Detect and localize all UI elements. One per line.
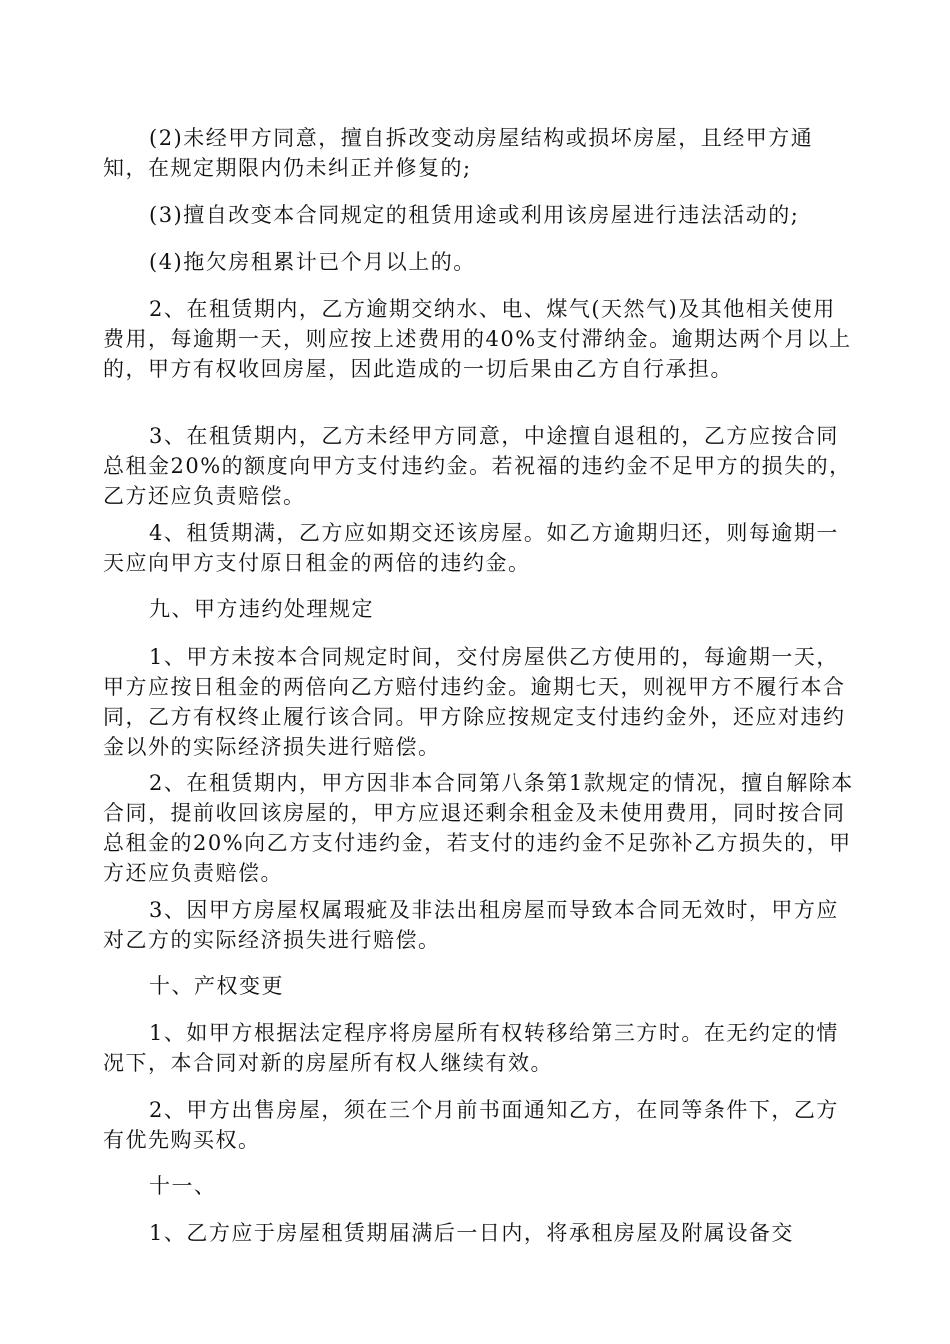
- section-11-heading: 十一、: [149, 1174, 217, 1198]
- clause-8-3: 3、在租赁期内，乙方未经甲方同意，中途擅自退租的，乙方应按合同总租金20%的额度向甲方支付违约金。若祝福的违约金不足甲方的损失的，乙方还应负责赔偿。: [103, 424, 852, 508]
- clause-11-1: 1、乙方应于房屋租赁期届满后一日内，将承租房屋及附属设备交: [149, 1221, 794, 1245]
- clause-9-1: 1、甲方未按本合同规定时间，交付房屋供乙方使用的，每逾期一天，甲方应按日租金的两倍向乙方赔付违约金。逾期七天，则视甲方不履行本合同，乙方有权终止履行该合同。甲方除应按规定支付违约金外，还应对违约金以外的实际经济损失进行赔偿。: [103, 645, 846, 759]
- section-9-heading: 九、甲方违约处理规定: [149, 597, 374, 621]
- clause-10-1: 1、如甲方根据法定程序将房屋所有权转移给第三方时。在无约定的情况下，本合同对新的房屋所有权人继续有效。: [103, 1021, 839, 1075]
- clause-8-4: 4、租赁期满，乙方应如期交还该房屋。如乙方逾期归还，则每逾期一天应向甲方支付原日租金的两倍的违约金。: [103, 521, 839, 575]
- section-10-heading: 十、产权变更: [149, 974, 284, 998]
- clause-8-2: 2、在租赁期内，乙方逾期交纳水、电、煤气(天然气)及其他相关使用费用，每逾期一天，则应按上述费用的40%支付滞纳金。逾期达两个月以上的，甲方有权收回房屋，因此造成的一切后果由乙方自行承担。: [103, 297, 852, 381]
- clause-8-1-item-3: (3)擅自改变本合同规定的租赁用途或利用该房屋进行违法活动的;: [149, 203, 800, 227]
- clause-8-1-item-4: (4)拖欠房租累计已个月以上的。: [149, 250, 476, 274]
- clause-9-3: 3、因甲方房屋权属瑕疵及非法出租房屋而导致本合同无效时，甲方应对乙方的实际经济损失进行赔偿。: [103, 898, 839, 952]
- clause-8-1-item-2: (2)未经甲方同意，擅自拆改变动房屋结构或损坏房屋，且经甲方通知，在规定期限内仍未纠正并修复的;: [103, 126, 814, 180]
- clause-10-2: 2、甲方出售房屋，须在三个月前书面通知乙方，在同等条件下，乙方有优先购买权。: [103, 1098, 839, 1152]
- clause-9-2: 2、在租赁期内，甲方因非本合同第八条第1款规定的情况，擅自解除本合同，提前收回该房屋的，甲方应退还剩余租金及未使用费用，同时按合同总租金的20%向乙方支付违约金，若支付的违约金不足弥补乙方损失的，甲方还应负责赔偿。: [103, 771, 854, 885]
